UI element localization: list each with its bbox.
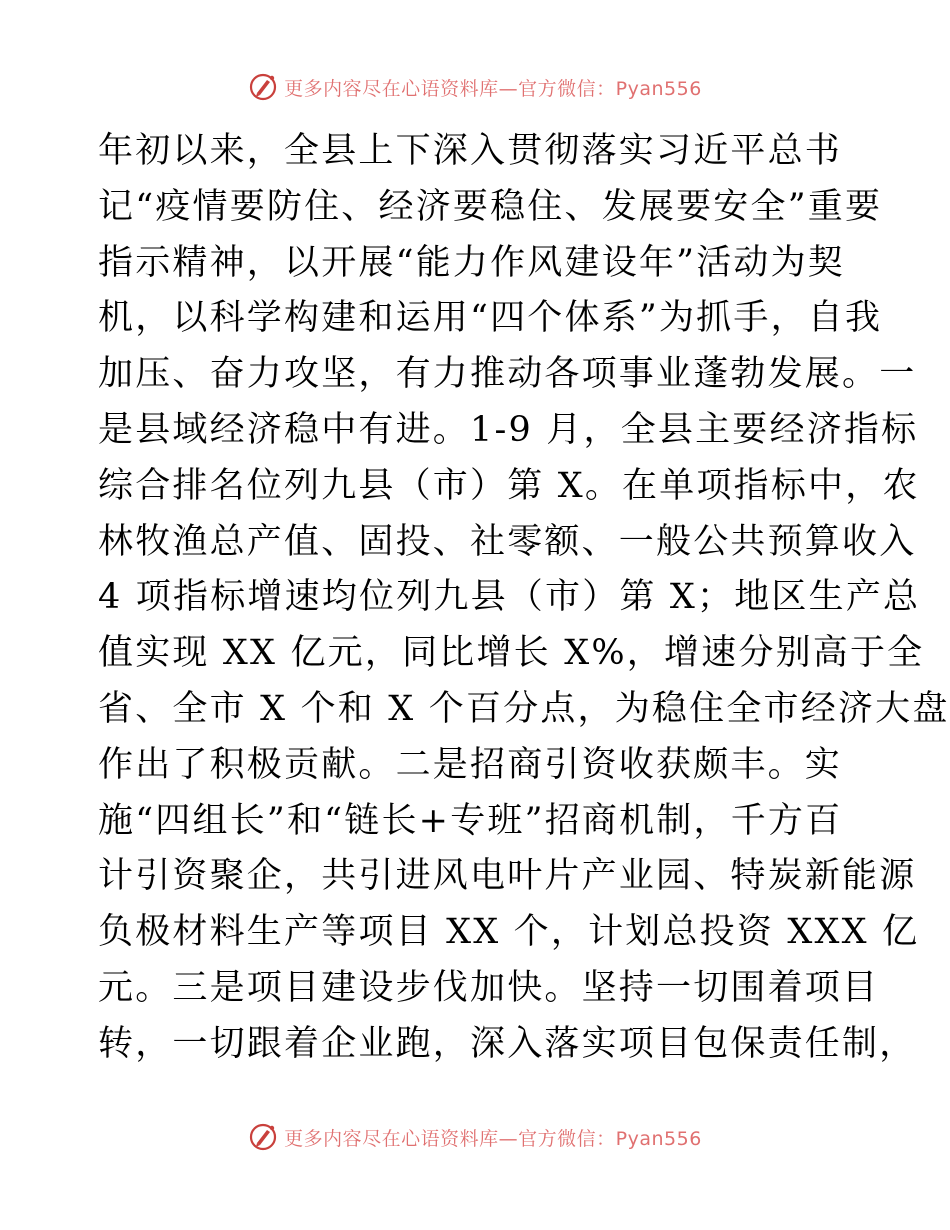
body-line: 机，以科学构建和运用“四个体系”为抓手，自我 <box>98 298 883 339</box>
footer-watermark-text: 更多内容尽在心语资料库—官方微信：Pyan556 <box>284 1127 702 1150</box>
footer-watermark <box>0 1122 950 1152</box>
body-line: 值实现 XX 亿元，同比增长 X%，增速分别高于全 <box>98 633 925 674</box>
body-line: 转，一切跟着企业跑，深入落实项目包保责任制， <box>98 1023 917 1064</box>
body-line: 施“四组长”和“链长+专班”招商机制，千方百 <box>98 800 843 841</box>
body-line: 省、全市 X 个和 X 个百分点，为稳住全市经济大盘 <box>98 688 950 729</box>
body-line: 综合排名位列九县（市）第 X。在单项指标中，农 <box>98 465 920 506</box>
pen-circle-logo-icon <box>248 72 278 102</box>
header-watermark-text: 更多内容尽在心语资料库—官方微信：Pyan556 <box>284 77 702 100</box>
body-line: 4 项指标增速均位列九县（市）第 X；地区生产总 <box>98 577 921 618</box>
body-line: 作出了积极贡献。二是招商引资收获颇丰。实 <box>98 744 843 785</box>
body-line: 元。三是项目建设步伐加快。坚持一切围着项目 <box>98 967 880 1008</box>
body-line: 加压、奋力攻坚，有力推动各项事业蓬勃发展。一 <box>98 354 917 395</box>
body-line: 负极材料生产等项目 XX 个，计划总投资 XXX 亿 <box>98 912 920 953</box>
body-line: 指示精神，以开展“能力作风建设年”活动为契 <box>98 242 845 283</box>
body-line: 年初以来，全县上下深入贯彻落实习近平总书 <box>98 131 843 171</box>
header-watermark <box>0 72 950 102</box>
body-line: 是县域经济稳中有进。1-9 月，全县主要经济指标 <box>98 409 919 450</box>
body-line: 计引资聚企，共引进风电叶片产业园、特炭新能源 <box>98 856 917 897</box>
pen-circle-logo-icon <box>248 1122 278 1152</box>
body-line: 林牧渔总产值、固投、社零额、一般公共预算收入 <box>98 521 917 562</box>
body-line: 记“疫情要防住、经济要稳住、发展要安全”重要 <box>98 186 883 227</box>
document-body <box>98 124 950 1073</box>
